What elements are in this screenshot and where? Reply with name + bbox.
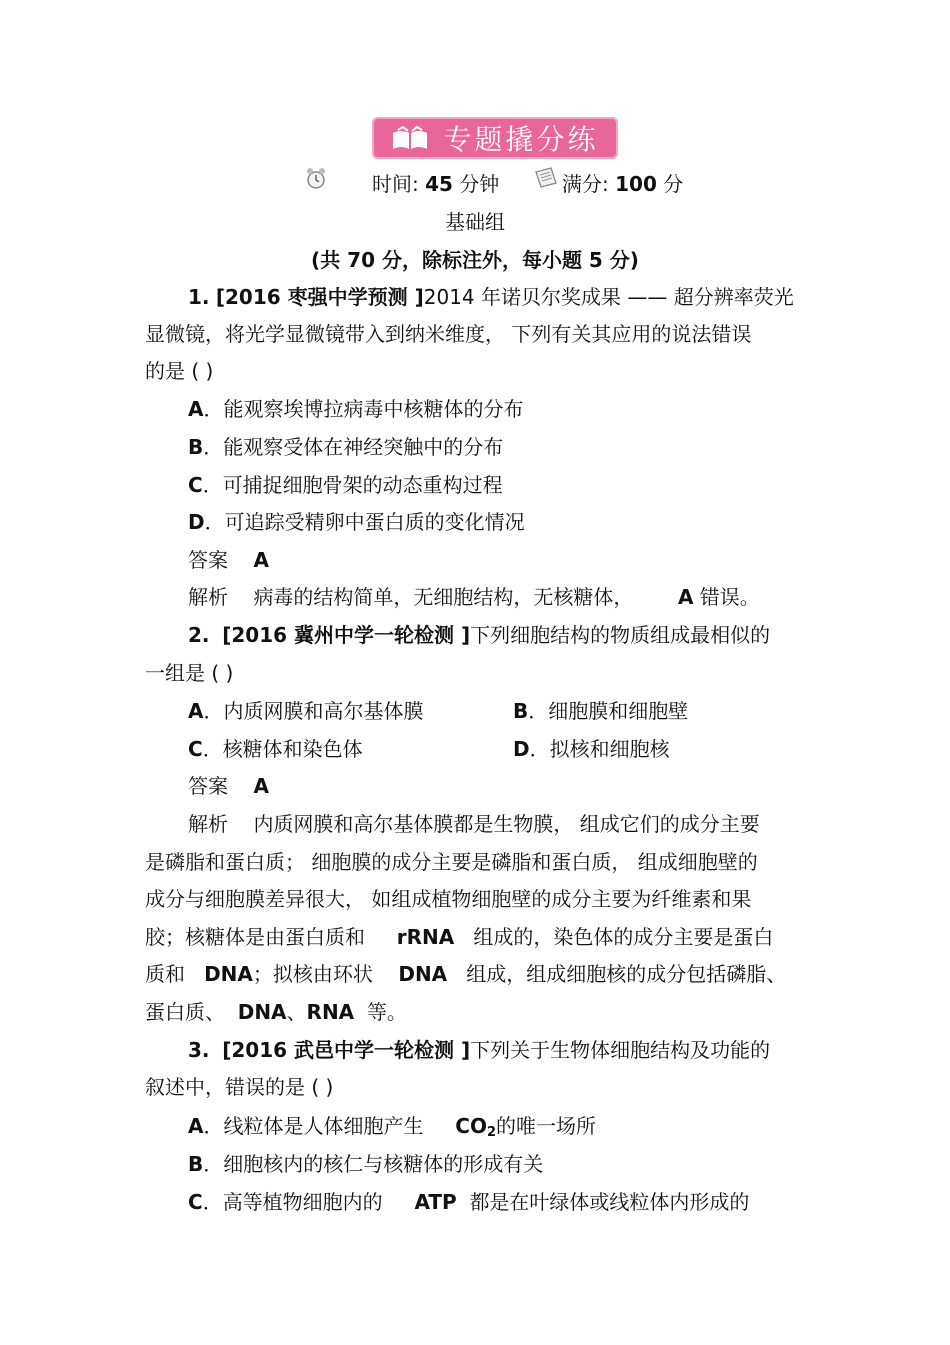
q2-option-a: A．内质网膜和高尔基体膜 (188, 699, 424, 723)
score-unit: 分 (663, 172, 684, 196)
q1-stem-line-1: 1. [2016 枣强中学预测 ]2014 年诺贝尔奖成果 —— 超分辨率荧光 (188, 285, 794, 309)
exam-meta (0, 166, 950, 196)
score-info (562, 168, 683, 197)
score-label: 满分: (562, 172, 609, 196)
q1-option-b: B．能观察受体在神经突触中的分布 (188, 435, 504, 459)
q2-stem-line-1: 2. [2016 冀州中学一轮检测 ]下列细胞结构的物质组成最相似的 (188, 623, 771, 647)
q2-analysis-line-4: 胶；核糖体是由蛋白质和 rRNA 组成的，染色体的成分主要是蛋白 (145, 925, 774, 949)
q1-analysis: 解析 病毒的结构简单，无细胞结构，无核糖体， A 错误。 (188, 585, 760, 609)
q3-option-a: A．线粒体是人体细胞产生 $CO_2$的唯一场所 (188, 1114, 597, 1140)
q3-stem-line-1: 3. [2016 武邑中学一轮检测 ]下列关于生物体细胞结构及功能的 (188, 1038, 771, 1062)
q1-option-d: D．可追踪受精卵中蛋白质的变化情况 (188, 510, 525, 534)
score-value: 100 (615, 172, 657, 196)
time-info (372, 168, 499, 197)
q1-stem-line-2: 显微镜，将光学显微镜带入到纳米维度， 下列有关其应用的说法错误 (145, 322, 752, 346)
q2-analysis-line-1: 解析 内质网膜和高尔基体膜都是生物膜， 组成它们的成分主要 (188, 812, 760, 836)
q2-option-c: C．核糖体和染色体 (188, 737, 363, 761)
q1-option-a: A．能观察埃博拉病毒中核糖体的分布 (188, 397, 524, 421)
alarm-clock-icon (305, 166, 327, 192)
section-title: 基础组 (445, 210, 505, 234)
section-banner (372, 117, 618, 159)
q2-analysis-line-2: 是磷脂和蛋白质； 细胞膜的成分主要是磷脂和蛋白质， 组成细胞壁的 (145, 850, 758, 874)
q3-option-b: B．细胞核内的核仁与核糖体的形成有关 (188, 1152, 544, 1176)
section-note: (共 70 分，除标注外，每小题 5 分) (311, 248, 639, 272)
q2-analysis-line-5: 质和 DNA；拟核由环状 DNA 组成，组成细胞核的成分包括磷脂、 (145, 962, 787, 986)
q3-option-c: C．高等植物细胞内的 ATP 都是在叶绿体或线粒体内形成的 (188, 1190, 750, 1214)
q1-option-c: C．可捕捉细胞骨架的动态重构过程 (188, 473, 503, 497)
q2-option-d: D．拟核和细胞核 (513, 737, 670, 761)
time-unit: 分钟 (459, 172, 500, 196)
q2-analysis-line-3: 成分与细胞膜差异很大， 如组成植物细胞壁的成分主要为纤维素和果 (145, 887, 752, 911)
q2-analysis-line-6: 蛋白质、 DNA、RNA 等。 (145, 1000, 407, 1024)
open-book-icon (391, 125, 429, 151)
q1-stem-line-3: 的是 ( ) (145, 359, 214, 383)
paper-icon (533, 166, 559, 190)
time-label: 时间: (372, 172, 419, 196)
q1-answer: 答案 A (188, 548, 269, 572)
q2-answer: 答案 A (188, 774, 269, 798)
q3-stem-line-2: 叙述中，错误的是 ( ) (145, 1075, 334, 1099)
q2-option-b: B．细胞膜和细胞壁 (513, 699, 689, 723)
banner-title: 专题撬分练 (443, 123, 599, 156)
q2-stem-line-2: 一组是 ( ) (145, 661, 234, 685)
time-value: 45 (425, 172, 453, 196)
